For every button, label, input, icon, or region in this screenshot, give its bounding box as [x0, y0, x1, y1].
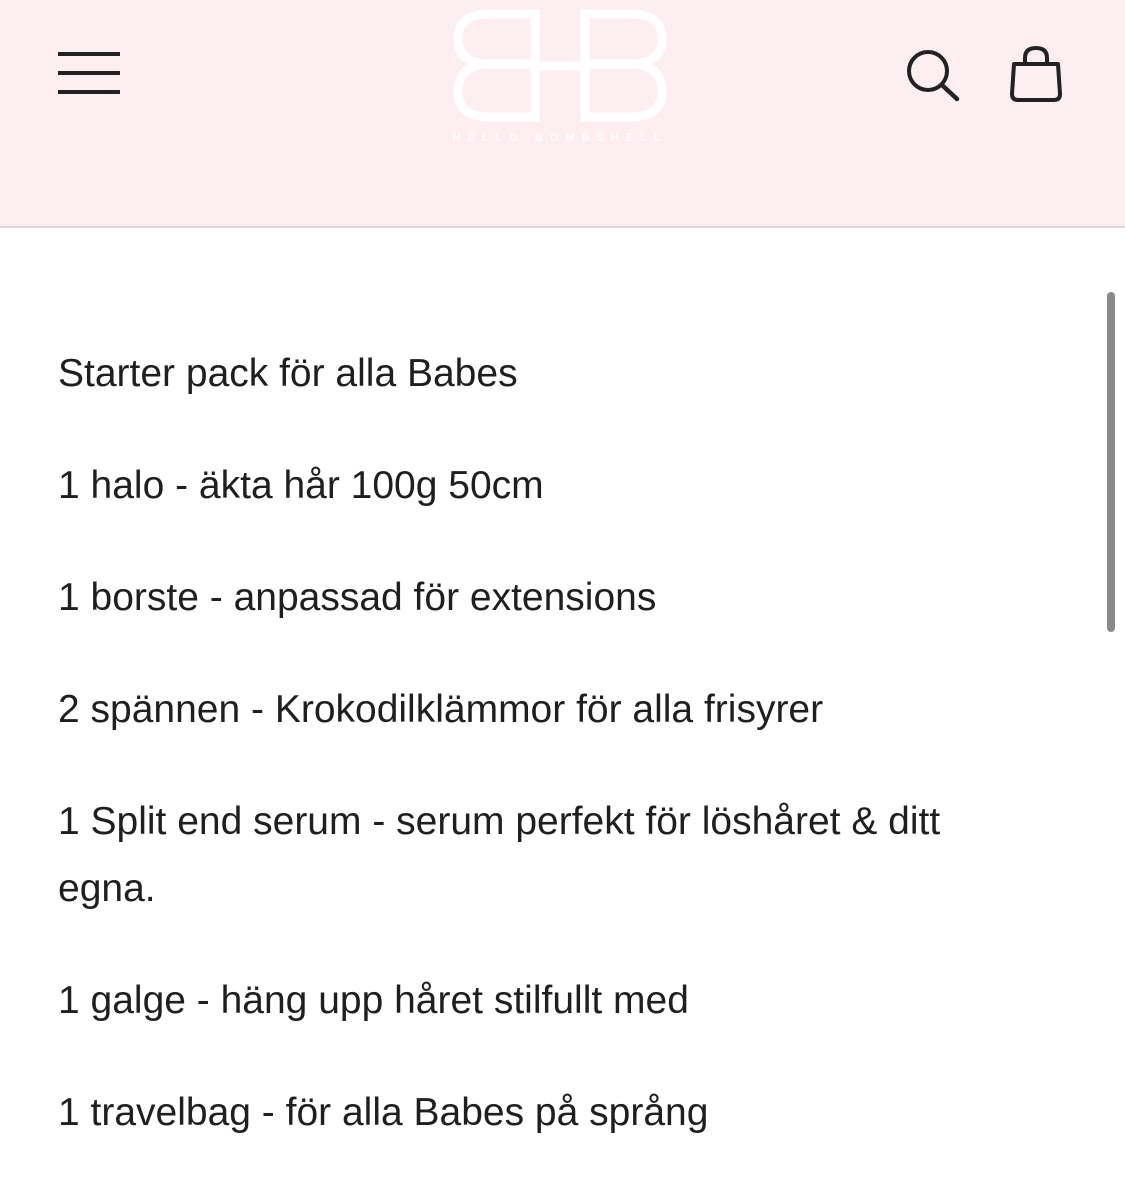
brand-logo[interactable] — [450, 4, 670, 144]
list-item: 1 travelbag - för alla Babes på språng — [58, 1091, 709, 1134]
hamburger-line — [58, 71, 120, 75]
list-item: 1 Split end serum - serum perfekt för löshåret & ditt egna. — [58, 800, 941, 910]
search-button[interactable] — [904, 48, 962, 102]
search-icon — [904, 48, 962, 102]
list-item: 1 galge - häng upp håret stilfullt med — [58, 979, 689, 1022]
logo-monogram — [450, 4, 670, 129]
description-title: Starter pack för alla Babes — [58, 352, 518, 395]
list-item: 1 borste - anpassad för extensions — [58, 576, 657, 619]
cart-button[interactable] — [1008, 44, 1064, 104]
shopping-bag-icon — [1008, 44, 1064, 104]
list-item: 1 halo - äkta hår 100g 50cm — [58, 464, 544, 507]
list-item: 2 spännen - Krokodilklämmor för alla frisyrer — [58, 688, 824, 731]
scrollbar[interactable] — [1107, 292, 1115, 632]
hamburger-icon — [58, 52, 120, 56]
product-description — [58, 340, 1018, 1191]
brand-name: HELLO BOMBSHELL — [452, 132, 668, 144]
site-header — [0, 0, 1125, 228]
hamburger-line — [58, 90, 120, 94]
menu-button[interactable] — [58, 52, 122, 96]
